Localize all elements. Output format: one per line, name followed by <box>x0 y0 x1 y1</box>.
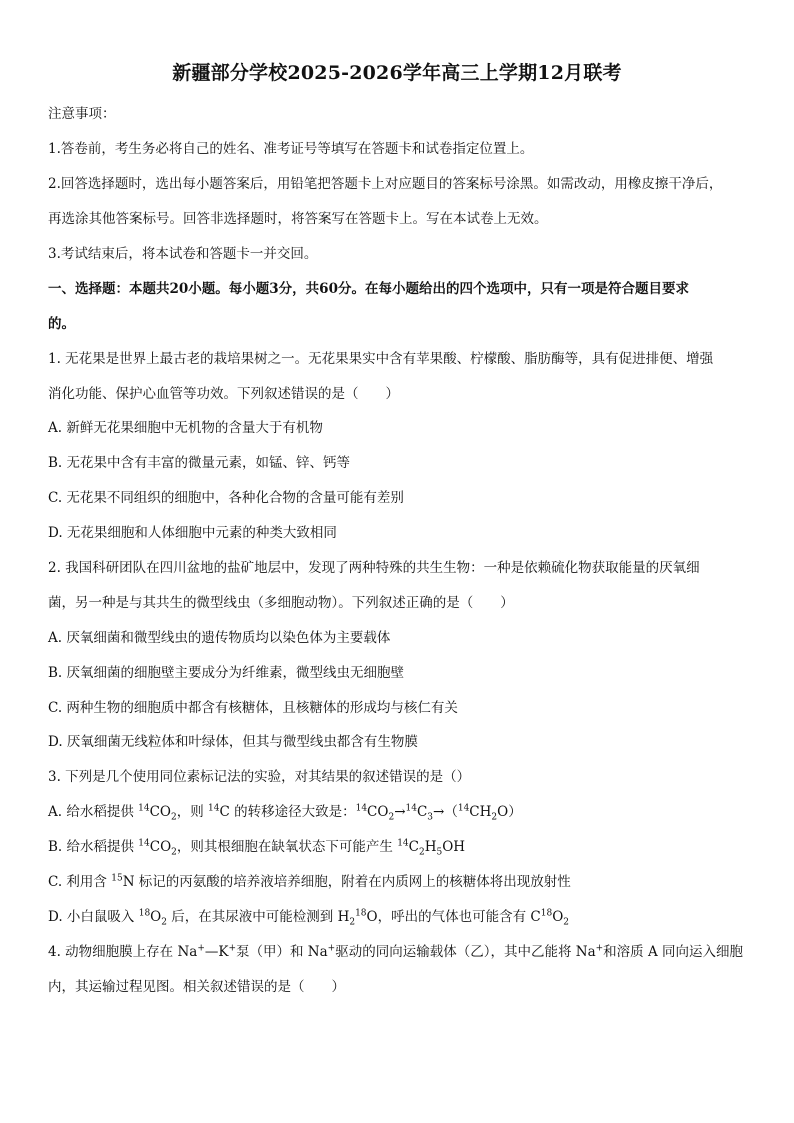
note-item-1: 1.答卷前，考生务必将自己的姓名、准考证号等填写在答题卡和试卷指定位置上。 <box>48 141 534 157</box>
q2-option-a: A. 厌氧细菌和微型线虫的遗传物质均以染色体为主要载体 <box>48 630 391 646</box>
q1-stem-cont: 消化功能、保护心血管等功效。下列叙述错误的是（ ） <box>48 386 399 402</box>
q2-option-b: B. 厌氧细菌的细胞壁主要成分为纤维素，微型线虫无细胞壁 <box>48 665 405 681</box>
q4-stem-cont: 内，其运输过程见图。相关叙述错误的是（ ） <box>48 979 345 995</box>
q2-option-c: C. 两种生物的细胞质中都含有核糖体，且核糖体的形成均与核仁有关 <box>48 700 458 716</box>
note-item-2-cont: 再选涂其他答案标号。回答非选择题时，将答案写在答题卡上。写在本试卷上无效。 <box>48 211 548 227</box>
note-item-3: 3.考试结束后，将本试卷和答题卡一并交回。 <box>48 246 318 262</box>
q1-option-b: B. 无花果中含有丰富的微量元素，如锰、锌、钙等 <box>48 455 351 471</box>
q4-stem: 4. 动物细胞膜上存在 Na+—K+泵（甲）和 Na+驱动的同向运输载体（乙），其中乙能将 Na+和溶质 A 同向运入细胞 <box>48 943 744 960</box>
notes-heading: 注意事项： <box>48 106 116 122</box>
q3-option-c: C. 利用含 $^{15}$N 标记的丙氨酸的培养液培养细胞，附着在内质网上的核糖体将出现放射性 <box>48 873 571 890</box>
q2-stem-cont: 菌，另一种是与其共生的微型线虫（多细胞动物）。下列叙述正确的是（ ） <box>48 595 514 611</box>
q3-option-a: A. 给水稻提供 $^{14}CO_2$，则 $^{14}$C 的转移途径大致是：$^{14}CO_2\to^{14}C_3\to(^{14}CH_2O)$ <box>48 803 522 823</box>
q1-stem: 1. 无花果是世界上最古老的栽培果树之一。无花果果实中含有苹果酸、柠檬酸、脂肪酶等，具有促进排便、增强 <box>48 351 714 367</box>
q3-option-b: B. 给水稻提供 $^{14}CO_2$，则其根细胞在缺氧状态下可能产生 $^{14}C_2H_5OH$ <box>48 838 466 858</box>
q3-stem: 3. 下列是几个使用同位素标记法的实验，对其结果的叙述错误的是（） <box>48 769 471 785</box>
q1-option-a: A. 新鲜无花果细胞中无机物的含量大于有机物 <box>48 420 323 436</box>
note-item-2: 2.回答选择题时，选出每小题答案后，用铅笔把答题卡上对应题目的答案标号涂黑。如需改动，用橡皮擦干净后， <box>48 176 723 192</box>
page-title: 新疆部分学校2025-2026学年高三上学期12月联考 <box>172 62 622 84</box>
section-heading-cont: 的。 <box>48 316 75 332</box>
q1-option-d: D. 无花果细胞和人体细胞中元素的种类大致相同 <box>48 525 337 541</box>
q3-option-d: D. 小白鼠吸入 $^{18}O_2$ 后，在其尿液中可能检测到 $H_2^{18}O$，呼出的气体也可能含有 $C^{18}O_2$ <box>48 908 569 928</box>
section-heading: 一、选择题：本题共20小题。每小题3分，共60分。在每小题给出的四个选项中，只有一项是符合题目要求 <box>48 281 689 297</box>
q2-stem: 2. 我国科研团队在四川盆地的盐矿地层中，发现了两种特殊的共生生物：一种是依赖硫化物获取能量的厌氧细 <box>48 560 700 576</box>
q1-option-c: C. 无花果不同组织的细胞中，各种化合物的含量可能有差别 <box>48 490 404 506</box>
q2-option-d: D. 厌氧细菌无线粒体和叶绿体，但其与微型线虫都含有生物膜 <box>48 734 418 750</box>
